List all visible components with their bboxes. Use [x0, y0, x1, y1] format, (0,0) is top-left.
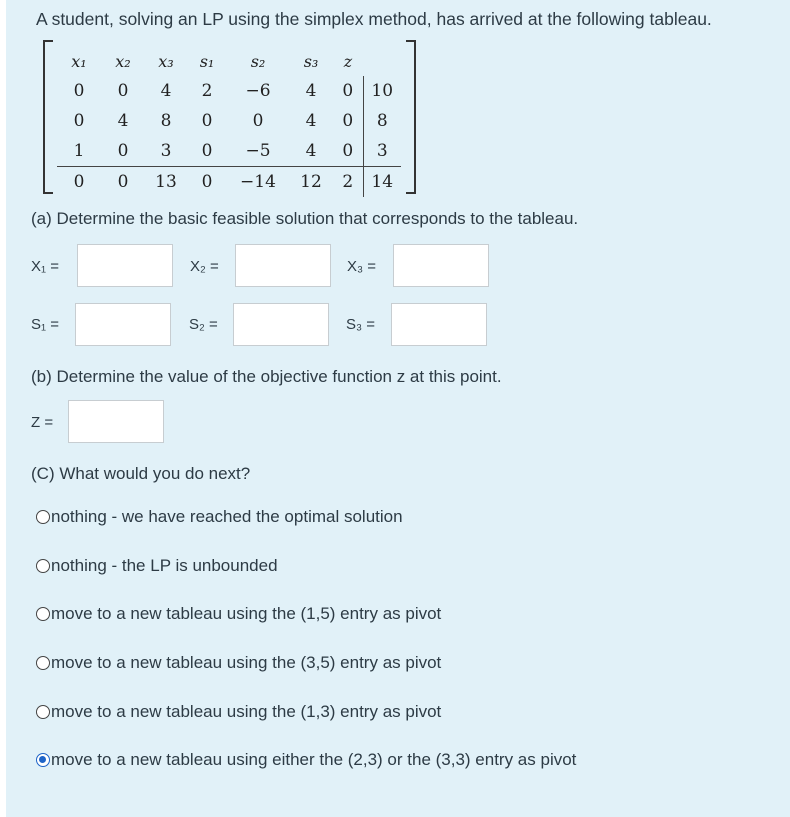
option-label: nothing - we have reached the optimal solution	[51, 507, 403, 526]
header-s1: s₁	[199, 51, 215, 71]
tableau-cell: 4	[305, 81, 317, 101]
tableau-cell: 0	[101, 167, 145, 198]
tableau-header-row	[57, 46, 401, 76]
tableau-cell: 0	[187, 167, 227, 198]
header-s3: s₃	[303, 51, 319, 71]
tableau-cell: 0	[342, 81, 354, 101]
tableau-cell-rhs: 10	[363, 76, 401, 106]
radio-button[interactable]	[36, 559, 50, 573]
part-b-prompt: (b) Determine the value of the objective function z at this point.	[31, 367, 502, 386]
x3-input[interactable]	[393, 244, 489, 287]
tableau-row	[57, 136, 401, 167]
tableau-cell: 4	[117, 111, 129, 131]
tableau-cell: 0	[252, 111, 264, 131]
simplex-tableau	[43, 40, 416, 192]
tableau-cell: 4	[305, 141, 317, 161]
option-label: move to a new tableau using the (1,5) entry as pivot	[51, 604, 442, 623]
right-bracket	[406, 40, 416, 194]
option-optimal[interactable]	[36, 507, 403, 527]
s3-label: S₃ =	[346, 316, 376, 333]
tableau-cell-rhs: 14	[363, 167, 401, 198]
tableau-cell: 12	[289, 167, 333, 198]
option-label: move to a new tableau using either the (2,3) or the (3,3) entry as pivot	[51, 750, 577, 769]
tableau-cell: 8	[160, 111, 172, 131]
header-x2: x₂	[115, 51, 131, 71]
tableau-cell: 2	[333, 167, 363, 198]
s2-label: S₂ =	[189, 316, 218, 333]
radio-button[interactable]	[36, 510, 50, 524]
tableau-cell: 0	[201, 141, 213, 161]
option-label: move to a new tableau using the (1,3) entry as pivot	[51, 702, 442, 721]
s2-input[interactable]	[233, 303, 329, 346]
header-z: z	[343, 51, 353, 71]
tableau-cell: 4	[305, 111, 317, 131]
x3-label: X₃ =	[347, 258, 377, 275]
z-label: Z =	[31, 414, 54, 431]
s3-input[interactable]	[391, 303, 487, 346]
tableau-cell: −6	[245, 81, 271, 101]
option-pivot-3-5[interactable]	[36, 653, 441, 673]
tableau-grid	[57, 46, 401, 197]
header-x1: x₁	[71, 51, 87, 71]
tableau-cell: 3	[160, 141, 172, 161]
s1-input[interactable]	[75, 303, 171, 346]
tableau-row	[57, 76, 401, 106]
tableau-cell: 0	[201, 111, 213, 131]
tableau-cell: 1	[73, 141, 85, 161]
tableau-row	[57, 106, 401, 136]
tableau-cell: 0	[342, 111, 354, 131]
left-bracket	[43, 40, 53, 194]
x2-label: X₂ =	[190, 258, 219, 275]
header-s2: s₂	[250, 51, 266, 71]
option-label: move to a new tableau using the (3,5) entry as pivot	[51, 653, 442, 672]
z-input[interactable]	[68, 400, 164, 443]
x1-label: X₁ =	[31, 258, 59, 275]
tableau-cell-rhs: 8	[363, 106, 401, 136]
option-unbounded[interactable]	[36, 556, 278, 576]
tableau-cell: 0	[73, 81, 85, 101]
tableau-cell: 2	[201, 81, 213, 101]
option-label: nothing - the LP is unbounded	[51, 556, 278, 575]
tableau-cell: 0	[117, 141, 129, 161]
x2-input[interactable]	[235, 244, 331, 287]
question-intro: A student, solving an LP using the simplex method, has arrived at the following tableau.	[36, 9, 712, 29]
question-panel	[6, 0, 790, 817]
tableau-objective-row	[57, 167, 401, 198]
s1-label: S₁ =	[31, 316, 59, 333]
header-rhs	[363, 46, 401, 76]
header-x3: x₃	[158, 51, 174, 71]
option-pivot-1-3[interactable]	[36, 702, 441, 722]
radio-button[interactable]	[36, 656, 50, 670]
tableau-cell-rhs: 3	[363, 136, 401, 167]
radio-button[interactable]	[36, 705, 50, 719]
tableau-cell: −5	[245, 141, 271, 161]
tableau-cell: 0	[57, 167, 101, 198]
tableau-cell: 4	[160, 81, 172, 101]
option-pivot-1-5[interactable]	[36, 604, 441, 624]
radio-button-selected[interactable]	[36, 753, 50, 767]
part-a-prompt: (a) Determine the basic feasible solution that corresponds to the tableau.	[31, 209, 579, 228]
x1-input[interactable]	[77, 244, 173, 287]
option-pivot-2-3-or-3-3[interactable]	[36, 750, 576, 770]
tableau-cell: 13	[145, 167, 187, 198]
tableau-cell: 0	[342, 141, 354, 161]
tableau-cell: 0	[73, 111, 85, 131]
tableau-cell: −14	[227, 167, 289, 198]
radio-button[interactable]	[36, 607, 50, 621]
part-c-prompt: (C) What would you do next?	[31, 464, 251, 483]
tableau-cell: 0	[117, 81, 129, 101]
